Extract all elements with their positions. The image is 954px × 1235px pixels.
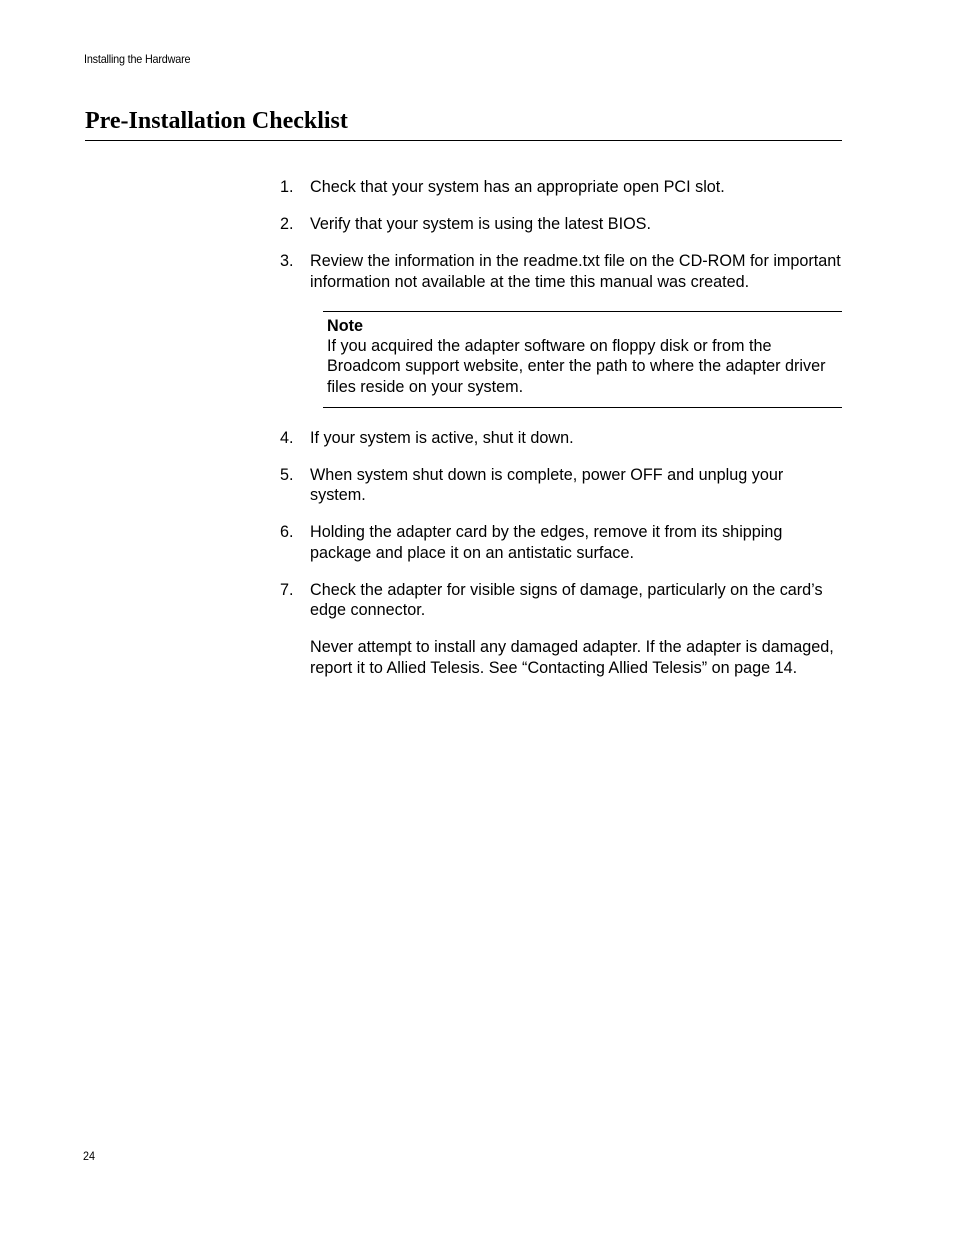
step-text: Check the adapter for visible signs of damage, particularly on the card’s edge connector. <box>310 580 823 620</box>
step-text: Review the information in the readme.txt file on the CD-ROM for important information not available at the time this manual was created. <box>310 252 841 291</box>
title-rule <box>85 140 842 141</box>
list-item <box>280 580 842 621</box>
step-text: When system shut down is complete, power OFF and unplug your system. <box>310 465 784 505</box>
step-text: Check that your system has an appropriate open PCI slot. <box>310 178 725 196</box>
note-label: Note <box>327 317 363 335</box>
step-text: If your system is active, shut it down. <box>310 428 574 447</box>
list-item <box>280 522 842 563</box>
note-text: If you acquired the adapter software on floppy disk or from the Broadcom support website, enter the path to where the adapter driver files reside on your system. <box>327 337 826 396</box>
section-title: Pre-Installation Checklist <box>85 108 348 134</box>
step-number: 7. <box>280 580 294 599</box>
step-text: Holding the adapter card by the edges, remove it from its shipping package and place it on an antistatic surface. <box>310 523 783 562</box>
note-box <box>323 311 842 408</box>
checklist <box>280 177 842 678</box>
list-item <box>280 428 842 449</box>
list-item <box>280 177 842 198</box>
list-item <box>280 214 842 235</box>
step-number: 1. <box>280 178 294 196</box>
step-number: 3. <box>280 252 294 270</box>
step-number: 6. <box>280 523 294 542</box>
step-text: Verify that your system is using the latest BIOS. <box>310 215 651 233</box>
list-item <box>280 465 842 506</box>
step-number: 2. <box>280 215 294 233</box>
list-item <box>280 251 842 292</box>
step-number: 5. <box>280 465 294 484</box>
page-number: 24 <box>83 1149 96 1163</box>
running-header: Installing the Hardware <box>84 52 191 66</box>
step-number: 4. <box>280 428 294 447</box>
damage-warning-paragraph: Never attempt to install any damaged adapter. If the adapter is damaged, report it to Allied Telesis. See “Contacting Allied Telesis” on page 14. <box>310 638 834 677</box>
